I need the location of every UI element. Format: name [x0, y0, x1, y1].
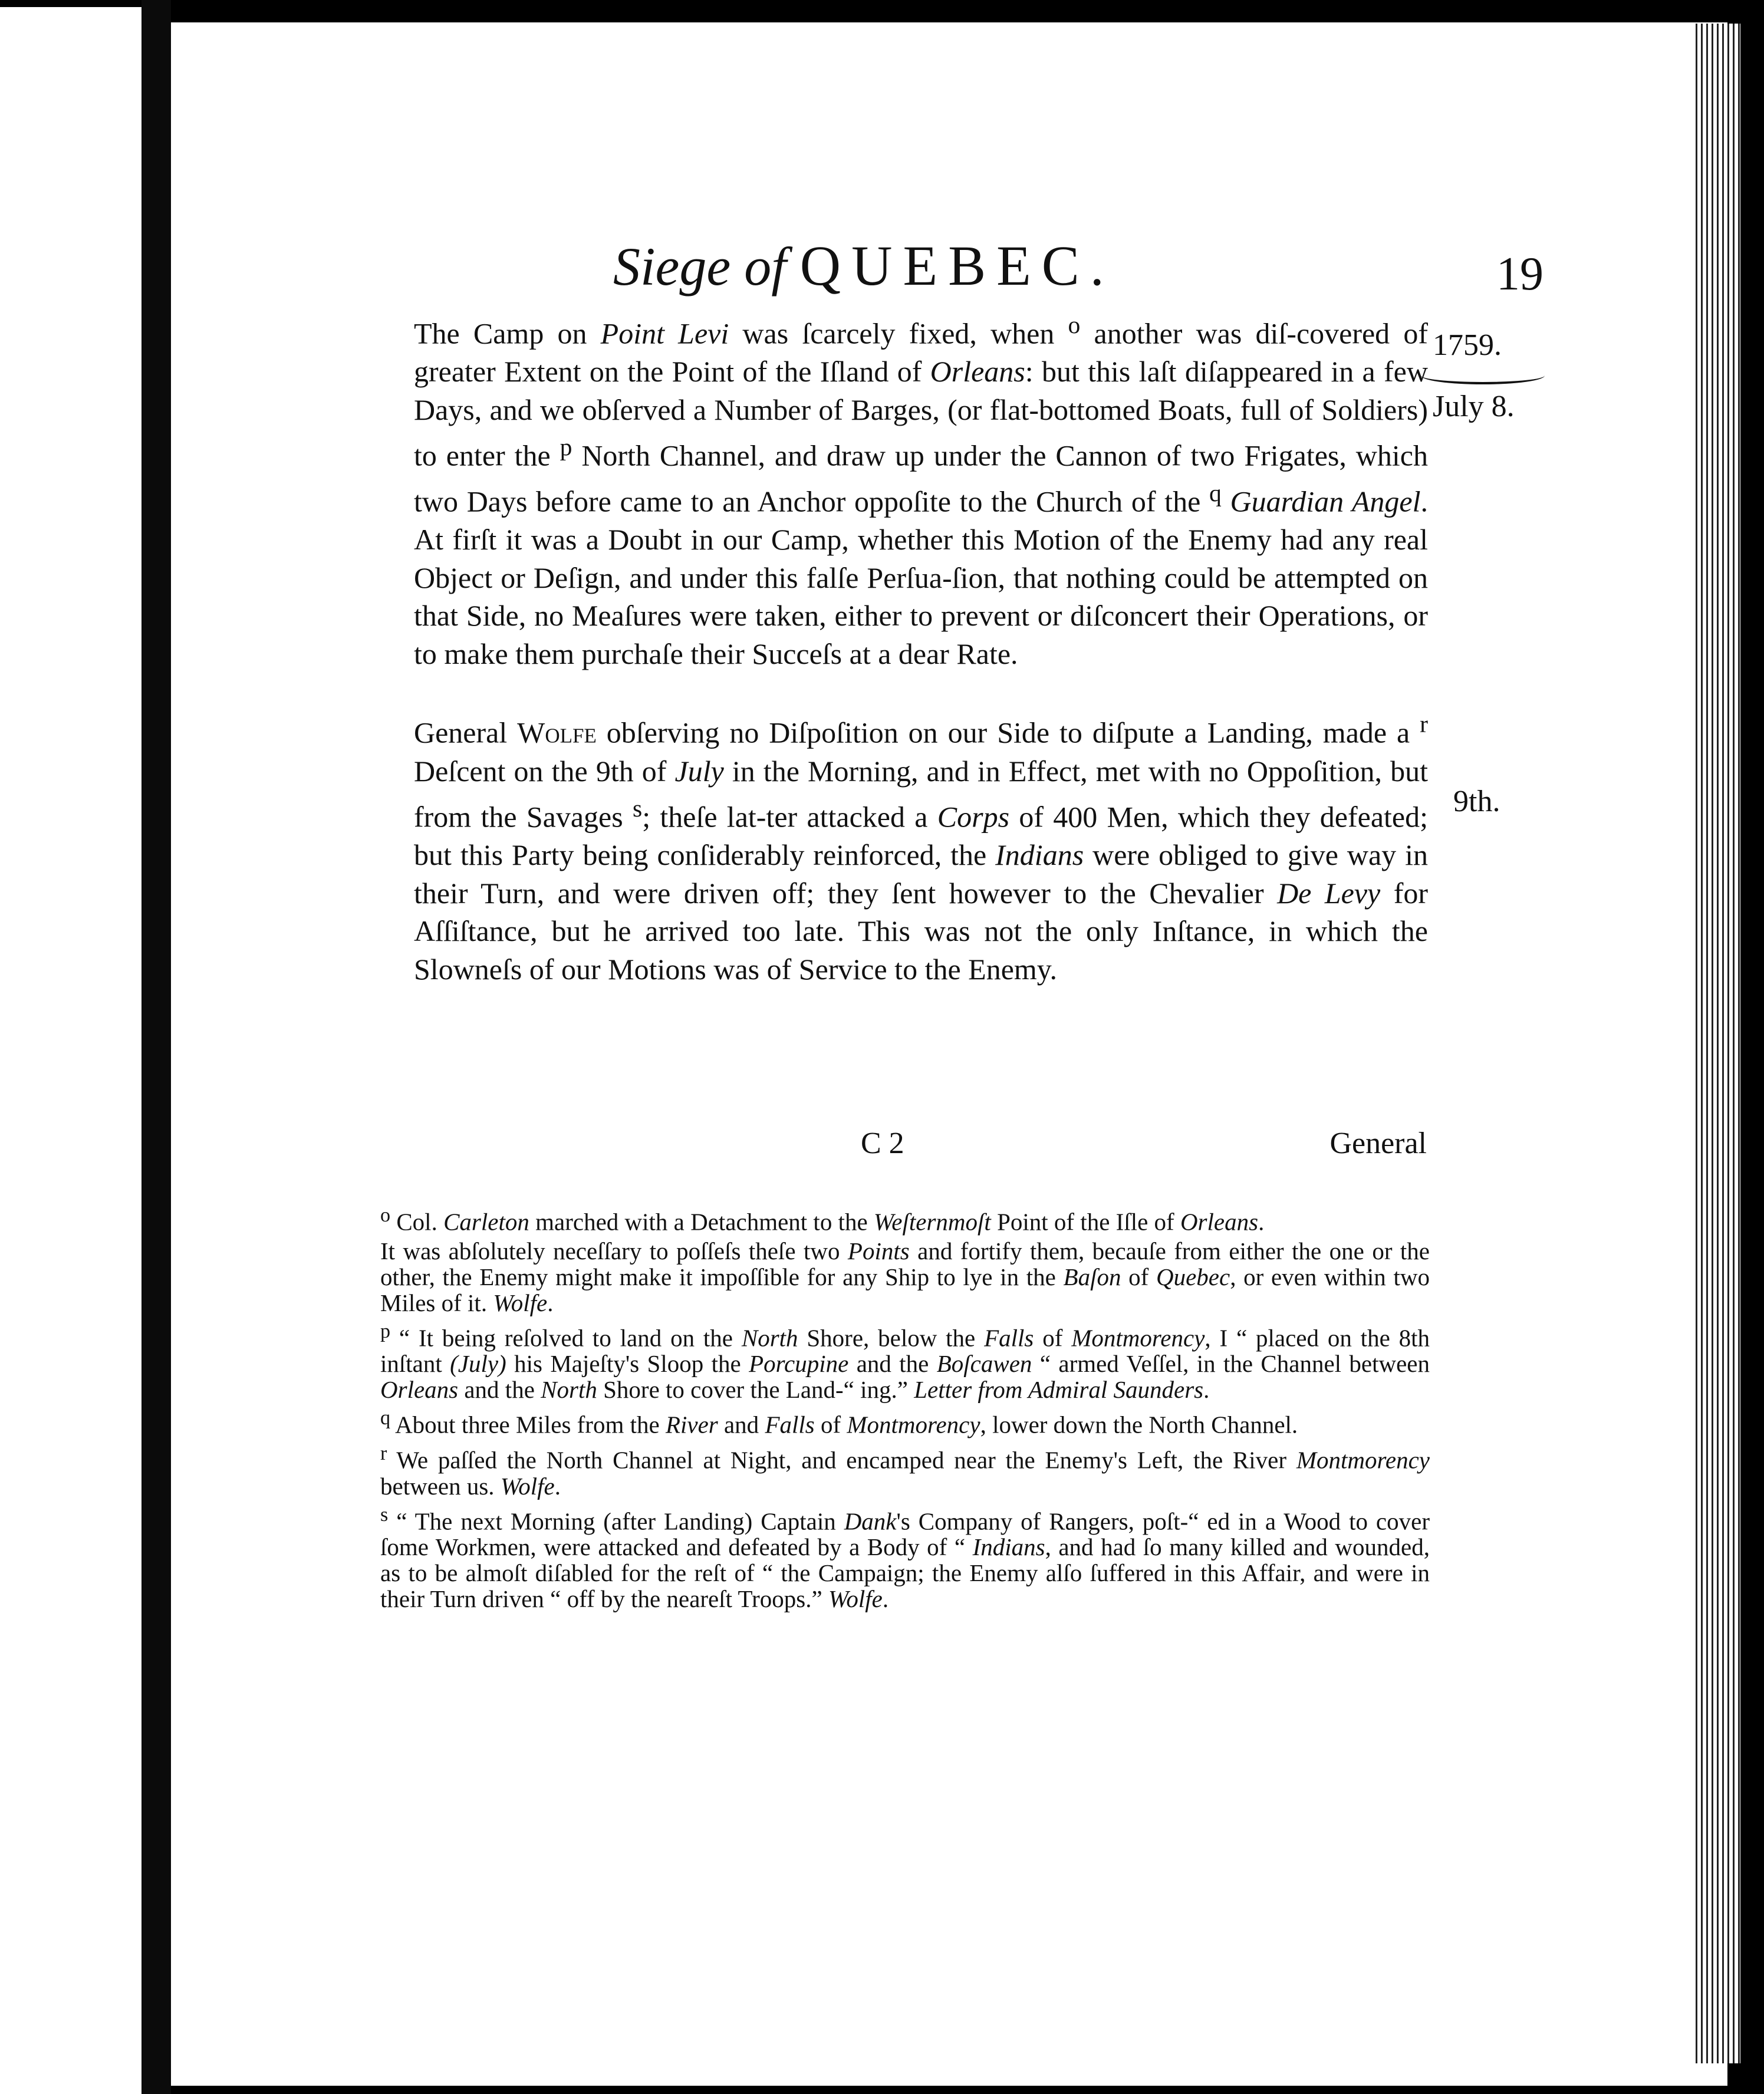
text-run: Col. — [390, 1208, 444, 1236]
text-run: Orleans — [380, 1376, 459, 1404]
text-run: General — [414, 716, 518, 750]
footnote-mark: r — [380, 1442, 387, 1464]
text-run: Indians — [995, 838, 1084, 872]
text-run: Shore, below the — [798, 1324, 985, 1352]
text-run: “ It being reſolved to land on the — [390, 1324, 742, 1352]
previous-page-edge — [0, 7, 164, 2094]
text-run: Indians — [972, 1533, 1045, 1561]
margin-brace — [1421, 367, 1545, 384]
text-run: and fortify them, becauſe from either the one or the other, the Enemy might make it impoſſible for any Ship to lye in the — [380, 1237, 1430, 1290]
text-run: . — [1258, 1208, 1265, 1236]
text-run: Falls — [984, 1324, 1034, 1352]
text-run: and the — [848, 1350, 937, 1378]
text-run: Wolfe — [493, 1289, 548, 1316]
text-run: was ſcarcely fixed, when — [729, 317, 1068, 350]
text-run: . At firſt it was a Doubt in our Camp, whether this Motion of the Enemy had any real Object or Deſign, and under this falſe Perſua-ſion, that nothing could be attempted on that Side, no Meaſures were taken, either to prevent or diſconcert their Operations, or to make them purchaſe their Succeſs at a dear Rate. — [414, 485, 1429, 670]
catchword: General — [1329, 1127, 1427, 1160]
text-run: Montmorency — [1071, 1324, 1205, 1352]
text-run: North — [741, 1324, 798, 1352]
page-edges — [1692, 24, 1740, 2063]
margin-date-july8: July 8. — [1433, 390, 1515, 423]
signature-mark: C 2 — [861, 1127, 904, 1160]
text-run: of — [1121, 1263, 1156, 1290]
text-run: Orleans — [1180, 1208, 1259, 1236]
text-run: his Majeſty's Sloop the — [506, 1350, 749, 1378]
text-run: Point of the Iſle of — [990, 1208, 1180, 1236]
header-title-italic: Siege of — [613, 236, 786, 297]
footnote-ref: o — [1068, 312, 1081, 339]
text-run: and the — [458, 1376, 541, 1404]
footnote-ref: s — [632, 795, 643, 823]
text-run: Points — [847, 1237, 910, 1265]
footnote-ref: r — [1420, 711, 1429, 739]
text-run: Wolfe — [517, 716, 597, 750]
text-run: Falls — [765, 1411, 815, 1438]
text-run: of — [1034, 1324, 1072, 1352]
footnote-s — [380, 1502, 1430, 1612]
paragraph-2 — [414, 706, 1428, 988]
text-run: obſerving no Diſpoſition on our Side to diſpute a Landing, made a — [596, 716, 1420, 750]
text-run: , lower down the North Channel. — [980, 1411, 1298, 1438]
text-run: marched with a Detachment to the — [529, 1208, 874, 1236]
text-run: North — [541, 1376, 597, 1404]
text-run: were obliged to give way in their Turn, and were driven off; they ſent however to the Chevalier — [414, 838, 1428, 910]
text-run: of 400 Men, which they defeated; but this Party being conſiderably reinforced, the — [414, 800, 1428, 872]
text-run — [1222, 485, 1230, 518]
text-run: Shore to cover the Land-“ ing.” — [597, 1376, 914, 1404]
text-run: and — [718, 1411, 765, 1438]
text-run: Wolfe — [500, 1472, 555, 1500]
text-run: The Camp on — [414, 317, 601, 350]
book-gutter — [141, 0, 171, 2094]
text-run: Letter from Admiral Saunders — [914, 1376, 1204, 1404]
text-run: North Channel, and draw up under the Cannon of two Frigates, which two Days before came to an Anchor oppoſite to the Church of the — [414, 439, 1428, 518]
text-run: Montmorency — [1296, 1446, 1430, 1474]
text-run: (July) — [450, 1350, 506, 1378]
text-run: Montmorency — [847, 1411, 980, 1438]
text-run: for Aſſiſtance, but he arrived too late. This was not the only Inſtance, in which the Slowneſs of our Motions was of Service to the Enemy. — [414, 876, 1428, 986]
text-run: Deſcent on the 9th of — [414, 754, 675, 788]
footnote-o-continued — [380, 1238, 1430, 1316]
text-run: Boſcawen — [936, 1350, 1032, 1378]
text-run: Carleton — [443, 1208, 529, 1236]
page-number: 19 — [1496, 248, 1544, 300]
text-run: , I “ placed on the 8th inſtant — [380, 1324, 1430, 1378]
text-run: We paſſed the North Channel at Night, and encamped near the Enemy's Left, the River — [387, 1446, 1296, 1474]
text-run: July — [674, 754, 724, 788]
text-run: between us. — [380, 1472, 501, 1500]
footnote-p — [380, 1319, 1430, 1403]
text-run: It was abſolutely neceſſary to poſſeſs theſe two — [380, 1237, 848, 1265]
footnote-mark: q — [380, 1407, 391, 1430]
footnote-r — [380, 1441, 1430, 1499]
main-text — [414, 307, 1428, 988]
text-run: . — [1203, 1376, 1210, 1404]
text-run: : but this laſt diſappeared in a few Days, and we obſerved a Number of Barges, (or flat-bottomed Boats, full of Soldiers) to enter the — [414, 355, 1428, 472]
text-run: De Levy — [1277, 876, 1381, 910]
margin-date-9th: 9th. — [1453, 785, 1500, 818]
text-run: Wolfe — [828, 1585, 883, 1613]
text-run: Porcupine — [749, 1350, 849, 1378]
footnote-mark: s — [380, 1503, 389, 1526]
text-run: Corps — [937, 800, 1010, 834]
text-run: 's Company of Rangers, poſt-“ ed in a Wood to cover ſome Workmen, were attacked and defeated by a Body of “ — [380, 1507, 1430, 1561]
footnote-ref: q — [1209, 480, 1222, 508]
text-run: Weſternmoſt — [873, 1208, 991, 1236]
text-run: Point Levi — [600, 317, 729, 350]
text-run: About three Miles from the — [390, 1411, 666, 1438]
text-run: . — [882, 1585, 889, 1613]
text-run: “ armed Veſſel, in the Channel between — [1032, 1350, 1430, 1378]
text-run: . — [554, 1472, 561, 1500]
text-run: Dank — [844, 1507, 897, 1535]
footnote-mark: p — [380, 1320, 391, 1342]
text-run: . — [547, 1289, 554, 1316]
paragraph-1 — [414, 307, 1428, 673]
footnote-q — [380, 1405, 1430, 1438]
running-header — [613, 233, 1115, 298]
margin-year: 1759. — [1433, 328, 1502, 362]
text-run: River — [665, 1411, 718, 1438]
footnote-mark: o — [380, 1204, 391, 1226]
text-run: Guardian Angel — [1230, 485, 1421, 518]
text-run: ; theſe lat-ter attacked a — [642, 800, 937, 834]
text-run: Quebec — [1156, 1263, 1230, 1290]
footnote-ref: p — [560, 434, 572, 462]
text-run: Baſon — [1063, 1263, 1121, 1290]
text-run: , or even within two Miles of it. — [380, 1263, 1430, 1316]
text-run: Orleans — [930, 355, 1025, 388]
footnote-o — [380, 1203, 1430, 1235]
text-run: of — [814, 1411, 847, 1438]
text-run: another was diſ-covered of greater Extent on the Point of the Iſland of — [414, 317, 1428, 388]
footnotes — [380, 1203, 1430, 1615]
header-title-caps: QUEBEC. — [799, 234, 1115, 297]
text-run: “ The next Morning (after Landing) Captain — [388, 1507, 844, 1535]
text-run: , and had ſo many killed and wounded, as to be almoſt diſabled for the reſt of “ the Campaign; the Enemy alſo ſuffered in this Affair, and were in their Turn driven “ off by the neareſt Troops.” — [380, 1533, 1430, 1613]
text-run: in the Morning, and in Effect, met with no Oppoſition, but from the Savages — [414, 754, 1428, 834]
